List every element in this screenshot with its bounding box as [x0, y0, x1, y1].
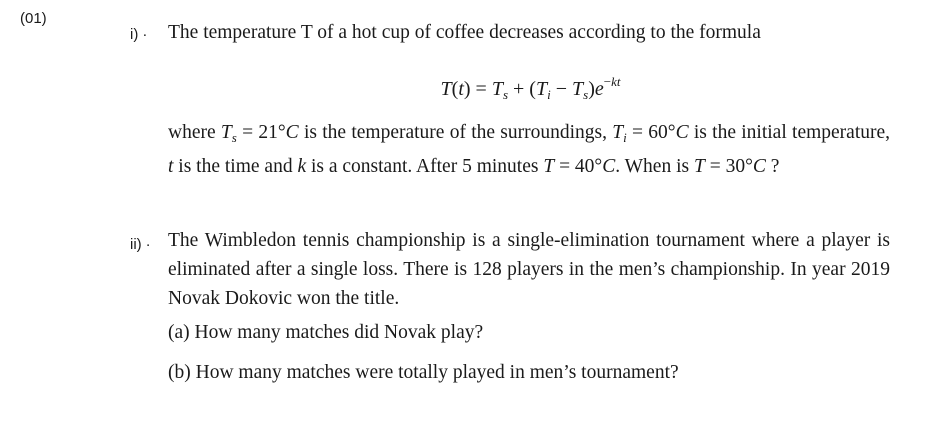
- sub-question-a: (a) How many matches did Novak play?: [168, 322, 484, 343]
- part-i-label-text: i): [130, 26, 139, 43]
- question-number: (01): [20, 10, 47, 27]
- part-i-intro: The temperature T of a hot cup of coffee decreases according to the formula: [168, 22, 761, 43]
- part-ii-label: [130, 236, 151, 253]
- part-ii-body: The Wimbledon tennis championship is a single-elimination tournament where a player is eliminated after a single loss. There is 128 players in the men’s championship. In year 2019 Novak Dokovic won the title.: [168, 230, 890, 309]
- part-ii-label-dot: ·: [145, 236, 151, 253]
- sub-question-b: (b) How many matches were totally played in men’s tournament?: [168, 362, 679, 383]
- temperature-formula: $T(t) = T_s + (T_i - T_s)e^{-kt}$: [440, 74, 621, 102]
- part-i-label-dot: ·: [142, 26, 148, 43]
- part-i-label: [130, 26, 147, 43]
- part-i-body: where $T_s = 21^\circ C$ is the temperature of the surroundings, $T_i = 60^\circ C$ is the initial temperature, t is the time and k is a constant. After 5 minutes T = 40°C. When is T = 30°C ?: [168, 122, 891, 177]
- part-ii-label-text: ii): [130, 236, 142, 253]
